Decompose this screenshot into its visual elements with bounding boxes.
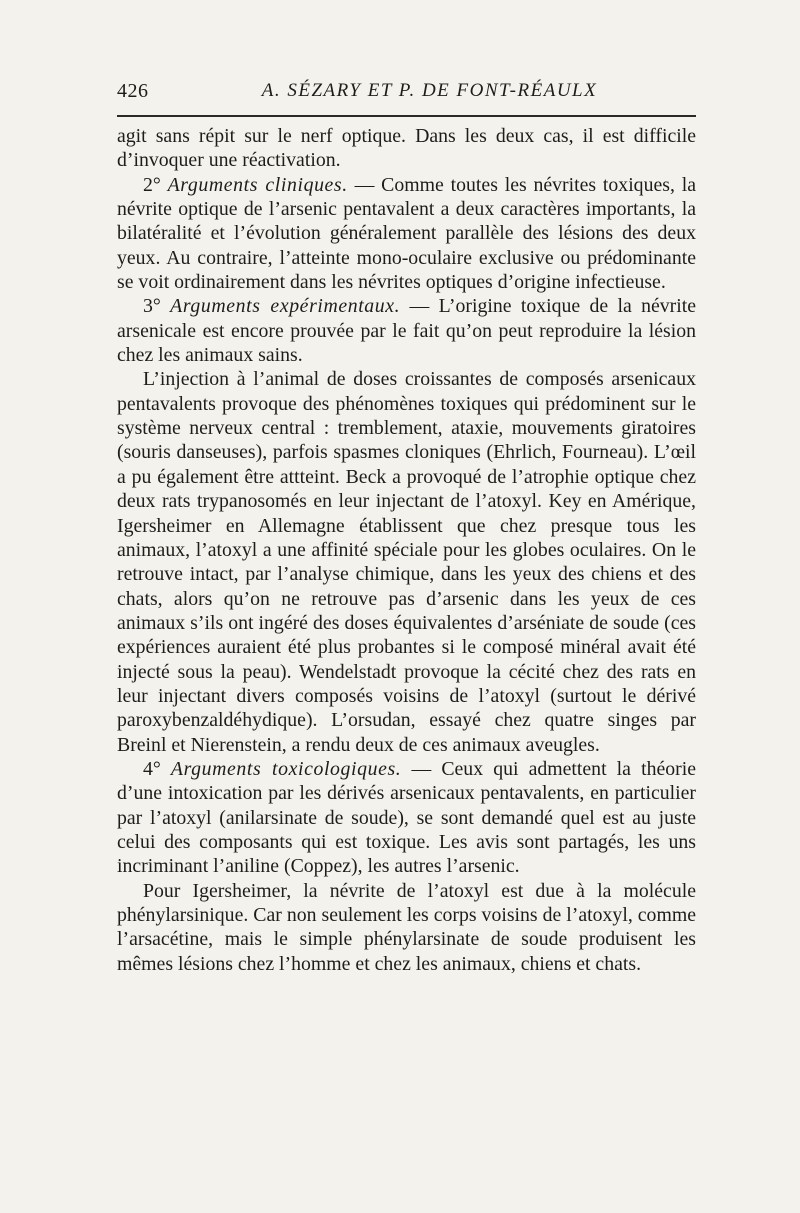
section-4-number: 4° [143,757,161,780]
section-2-title: Arguments cliniques. [167,173,348,196]
section-4-text: — Ceux qui admettent la théorie d’une intoxication par les dérivés arsenicaux pentavalents, en particulier par l’atoxyl (anilarsinate de soude), se sont demandé quel est au juste celui des composants qui est toxique. Les avis sont partagés, les uns incriminant l’aniline (Coppez), les autres l’arsenic. [117,757,696,878]
section-2-paragraph [117,173,696,295]
section-3-title: Arguments expérimentaux. [170,295,401,318]
running-title: A. SÉZARY ET P. DE FONT-RÉAULX [261,80,598,101]
paragraph-injection: L’injection à l’animal de doses croissantes de composés arsenicaux pentavalents provoque des phénomènes toxiques qui prédominent sur le système nerveux central : tremblement, ataxie, mouvements giratoires (souris danseuses), parfois spasmes cloniques (Ehrlich, Fourneau). L’œil a pu également être attteint. Beck a provoqué de l’atrophie optique chez deux rats trypanosomés en leur injectant de l’atoxyl. Key en Amérique, Igersheimer en Allemagne établissent que chez presque tous les animaux, l’atoxyl a une affinité spéciale pour les globes oculaires. On le retrouve intact, par l’analyse chimique, dans les yeux des chiens et des chats, alors qu’on ne retrouve pas d’arsenic dans les yeux de ces animaux s’ils ont ingéré des doses équivalentes d’arséniate de soude (ces expériences auraient été plus probantes si le composé minéral avait été injecté sous la peau). Wendelstadt provoque la cécité chez des rats en leur injectant divers composés voisins de l’atoxyl (surtout le dérivé paroxybenzaldéhydique). L’orsudan, essayé chez quatre singes par Breinl et Nierenstein, a rendu deux de ces animaux aveugles. [117,368,696,756]
section-3-number: 3° [143,295,161,318]
section-4-paragraph [117,757,696,879]
running-head [117,80,696,110]
page-number: 426 [117,80,149,102]
paragraph-igersheimer: Pour Igersheimer, la névrite de l’atoxyl est due à la molécule phénylarsinique. Car non seulement les corps voisins de l’atoxyl, comme l’arsacétine, mais le simple phénylarsinate de soude produisent les mêmes lésions chez l’homme et chez les animaux, chiens et chats. [117,879,696,975]
body-text [117,124,696,976]
section-3-text: — L’origine toxique de la névrite arsenicale est encore prouvée par le fait qu’on peut reproduire la lésion chez les animaux sains. [117,295,696,367]
section-3-paragraph [117,294,696,367]
header-rule [117,115,696,117]
section-2-text: — Comme toutes les névrites toxiques, la névrite optique de l’arsenic pentavalent a deux caractères importants, la bilatéralité et l’évolution généralement parallèle des lésions des deux yeux. Au contraire, l’atteinte mono-oculaire exclusive ou prédominante se voit ordinairement dans les névrites optiques d’origine infectieuse. [117,173,696,294]
section-2-number: 2° [143,173,161,196]
paragraph-continuation: agit sans répit sur le nerf optique. Dans les deux cas, il est difficile d’invoquer une réactivation. [117,125,696,172]
section-4-title: Arguments toxicologiques. [170,757,402,780]
